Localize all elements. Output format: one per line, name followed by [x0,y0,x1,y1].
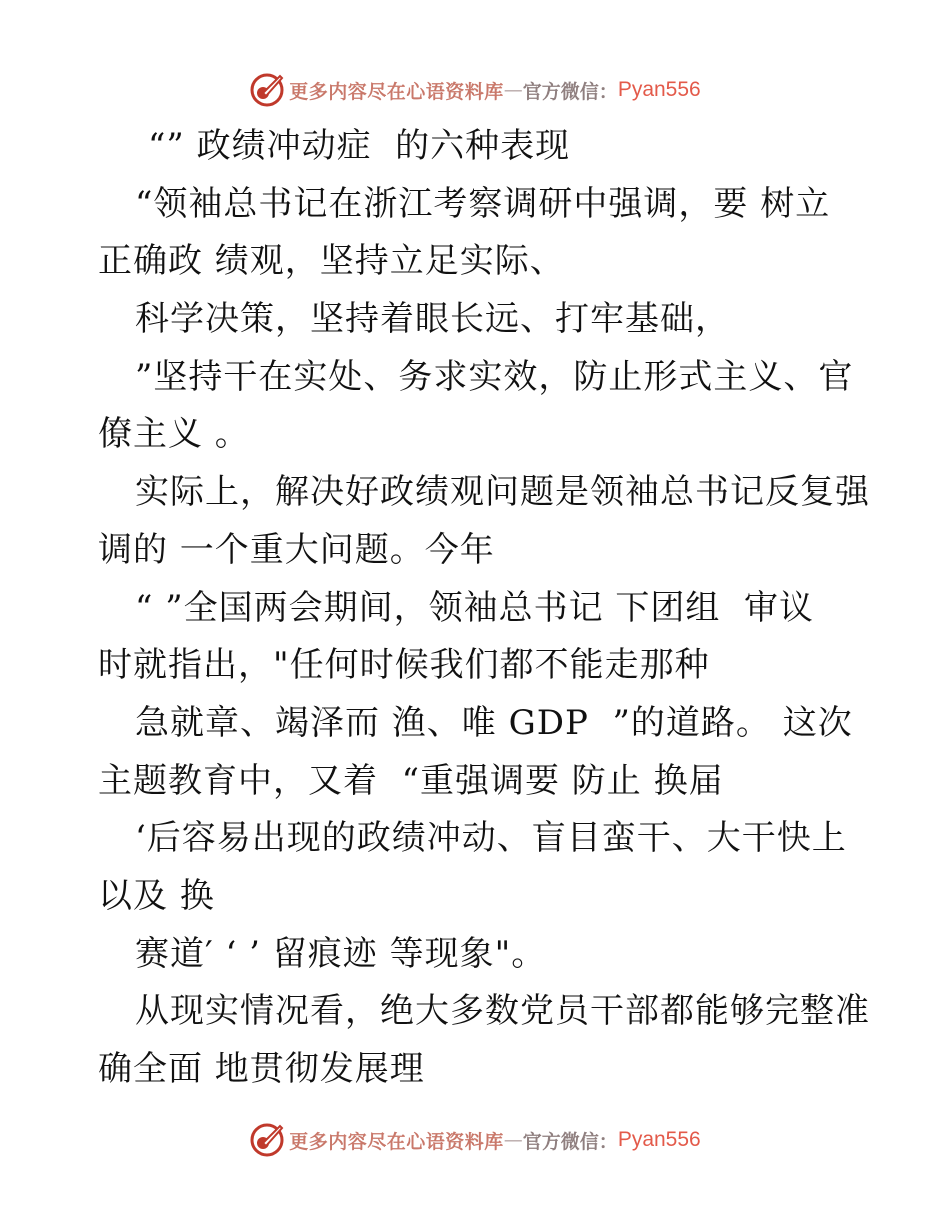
header-banner [0,68,950,112]
text-line: “ ”全国两会期间，领袖总书记 下团组 审议 [135,587,814,628]
document-title: “” 政绩冲动症 的六种表现 [148,126,571,166]
banner-separator: — [503,1129,523,1151]
quill-pen-logo-icon [249,72,285,108]
text-line: 实际上，解决好政绩观问题是领袖总书记反复强 [135,472,870,513]
footer-banner [0,1118,950,1162]
text-line: ‘后容易出现的政绩冲动、盲目蛮干、大干快上 [135,818,847,859]
text-line: 从现实情况看，绝大多数党员干部都能够完整准 [135,991,870,1032]
banner-wechat-id: Pyan556 [617,78,701,101]
banner-wechat-id: Pyan556 [617,1128,701,1151]
text-line: 赛道′ ‘ ’ 留痕迹 等现象"。 [135,933,547,974]
banner-wechat-label: 官方微信： [522,80,618,103]
text-line: 确全面 地贯彻发展理 [98,1049,425,1089]
banner-text: 更多内容尽在心语资料库 [289,1130,504,1153]
banner-wechat-label: 官方微信： [522,1130,618,1153]
banner-text: 更多内容尽在心语资料库 [289,80,504,103]
quill-pen-logo-icon [249,1122,285,1158]
text-line: 僚主义 。 [98,414,250,455]
text-line: 主题教育中，又着 “重强调要 防止 换届 [98,760,724,801]
banner-separator: — [503,79,523,101]
text-line: 急就章、竭泽而 渔、唯 GDP ”的道路。 这次 [135,702,853,743]
text-line: 以及 换 [98,875,215,916]
text-line: 时就指出，"任何时候我们都不能走那种 [98,645,710,686]
text-line: 正确政 绩观，坚持立足实际、 [98,241,565,282]
text-line: ”坚持干在实处、务求实效，防止形式主义、官 [135,356,854,397]
document-body [98,118,870,1099]
text-line: 科学决策，坚持着眼长远、打牢基础， [135,299,730,340]
text-line: “领袖总书记在浙江考察调研中强调，要 树立 [135,183,831,224]
text-line: 调的 一个重大问题。今年 [98,529,495,570]
